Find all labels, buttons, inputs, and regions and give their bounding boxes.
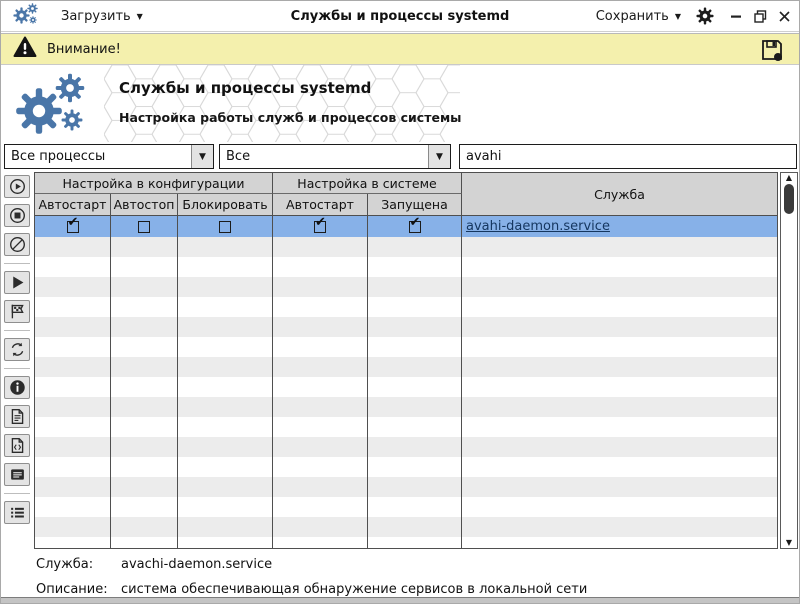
window-title: Службы и процессы systemd bbox=[290, 8, 510, 24]
checkered-flag-icon[interactable] bbox=[4, 300, 30, 323]
column-header-running: Запущена bbox=[368, 194, 462, 215]
column-header-autostart-system: Автостарт bbox=[273, 194, 368, 215]
load-menu-button[interactable] bbox=[61, 9, 143, 24]
table-row-empty[interactable] bbox=[35, 257, 777, 277]
service-label: Служба: bbox=[36, 557, 94, 572]
toolbar-separator bbox=[4, 368, 30, 369]
page-title: Службы и процессы systemd bbox=[119, 79, 372, 97]
checkbox[interactable] bbox=[67, 221, 79, 233]
play-circle-icon[interactable] bbox=[4, 175, 30, 198]
info-icon[interactable] bbox=[4, 376, 30, 399]
document-icon[interactable] bbox=[4, 405, 30, 428]
window-bottom-edge bbox=[1, 597, 799, 603]
column-header-autostop: Автостоп bbox=[111, 194, 178, 215]
table-row[interactable] bbox=[35, 216, 777, 237]
table-row-empty[interactable] bbox=[35, 477, 777, 497]
scroll-up-icon[interactable]: ▲ bbox=[785, 173, 793, 182]
minimize-icon[interactable] bbox=[729, 9, 743, 23]
toolbar-separator bbox=[4, 330, 30, 331]
column-group-system: Настройка в системе bbox=[273, 173, 462, 194]
maximize-icon[interactable] bbox=[753, 9, 767, 23]
process-filter-select[interactable] bbox=[4, 144, 214, 169]
side-toolbar bbox=[1, 172, 34, 549]
gears-logo-icon bbox=[13, 3, 45, 29]
column-header-service: Служба bbox=[594, 186, 645, 202]
chevron-down-icon: ▼ bbox=[674, 11, 681, 21]
gears-logo-icon bbox=[15, 73, 103, 137]
scrollbar-thumb[interactable] bbox=[784, 184, 794, 214]
table-row-empty[interactable] bbox=[35, 277, 777, 297]
filter-bar bbox=[1, 142, 799, 172]
column-header-block: Блокировать bbox=[178, 194, 273, 215]
warning-bar bbox=[1, 33, 799, 65]
description-value: система обеспечивающая обнаружение сервисов в локальной сети bbox=[121, 582, 588, 597]
state-filter-select[interactable] bbox=[219, 144, 451, 169]
table-header bbox=[35, 173, 777, 216]
column-group-config: Настройка в конфигурации bbox=[35, 173, 273, 194]
checkbox[interactable] bbox=[314, 221, 326, 233]
services-table bbox=[34, 172, 778, 549]
process-filter-value: Все процессы bbox=[11, 149, 106, 164]
save-floppy-icon[interactable] bbox=[759, 37, 785, 67]
state-filter-value: Все bbox=[226, 149, 251, 164]
refresh-icon[interactable] bbox=[4, 338, 30, 361]
warning-text: Внимание! bbox=[47, 41, 121, 57]
scroll-down-icon[interactable]: ▼ bbox=[785, 538, 793, 547]
table-row-empty[interactable] bbox=[35, 377, 777, 397]
table-row-empty[interactable] bbox=[35, 317, 777, 337]
page-subtitle: Настройка работы служб и процессов системы bbox=[119, 110, 462, 125]
play-icon[interactable] bbox=[4, 271, 30, 294]
table-row-empty[interactable] bbox=[35, 537, 777, 548]
toolbar-separator bbox=[4, 263, 30, 264]
ban-icon[interactable] bbox=[4, 233, 30, 256]
chevron-down-icon: ▼ bbox=[136, 11, 143, 21]
table-row-empty[interactable] bbox=[35, 297, 777, 317]
details-panel bbox=[1, 549, 799, 597]
chevron-down-icon[interactable]: ▼ bbox=[428, 145, 450, 168]
save-menu-button[interactable] bbox=[596, 9, 681, 24]
search-input[interactable] bbox=[459, 144, 797, 169]
chevron-down-icon[interactable]: ▼ bbox=[191, 145, 213, 168]
close-icon[interactable] bbox=[777, 9, 791, 23]
column-header-autostart-config: Автостарт bbox=[35, 194, 111, 215]
module-header bbox=[1, 65, 799, 142]
table-row-empty[interactable] bbox=[35, 517, 777, 537]
table-row-empty[interactable] bbox=[35, 437, 777, 457]
checkbox[interactable] bbox=[409, 221, 421, 233]
toolbar-separator bbox=[4, 493, 30, 494]
table-row-empty[interactable] bbox=[35, 237, 777, 257]
warning-triangle-icon bbox=[13, 36, 37, 62]
console-panel-icon[interactable] bbox=[4, 463, 30, 486]
checkbox[interactable] bbox=[138, 221, 150, 233]
settings-gear-icon[interactable] bbox=[695, 6, 715, 26]
table-row-empty[interactable] bbox=[35, 357, 777, 377]
table-row-empty[interactable] bbox=[35, 457, 777, 477]
service-value: avachi-daemon.service bbox=[121, 557, 273, 572]
table-row-empty[interactable] bbox=[35, 337, 777, 357]
service-link[interactable]: avahi-daemon.service bbox=[466, 219, 610, 234]
load-menu-label: Загрузить bbox=[61, 8, 131, 24]
vertical-scrollbar[interactable] bbox=[780, 172, 798, 549]
save-menu-label: Сохранить bbox=[595, 8, 669, 24]
table-row-empty[interactable] bbox=[35, 417, 777, 437]
document-code-icon[interactable] bbox=[4, 434, 30, 457]
checkbox[interactable] bbox=[219, 221, 231, 233]
table-row-empty[interactable] bbox=[35, 397, 777, 417]
bulleted-list-icon[interactable] bbox=[4, 501, 30, 524]
description-label: Описание: bbox=[36, 582, 108, 597]
titlebar bbox=[1, 1, 799, 32]
stop-circle-icon[interactable] bbox=[4, 204, 30, 227]
main-area bbox=[1, 172, 799, 549]
table-body bbox=[35, 216, 777, 548]
table-row-empty[interactable] bbox=[35, 497, 777, 517]
